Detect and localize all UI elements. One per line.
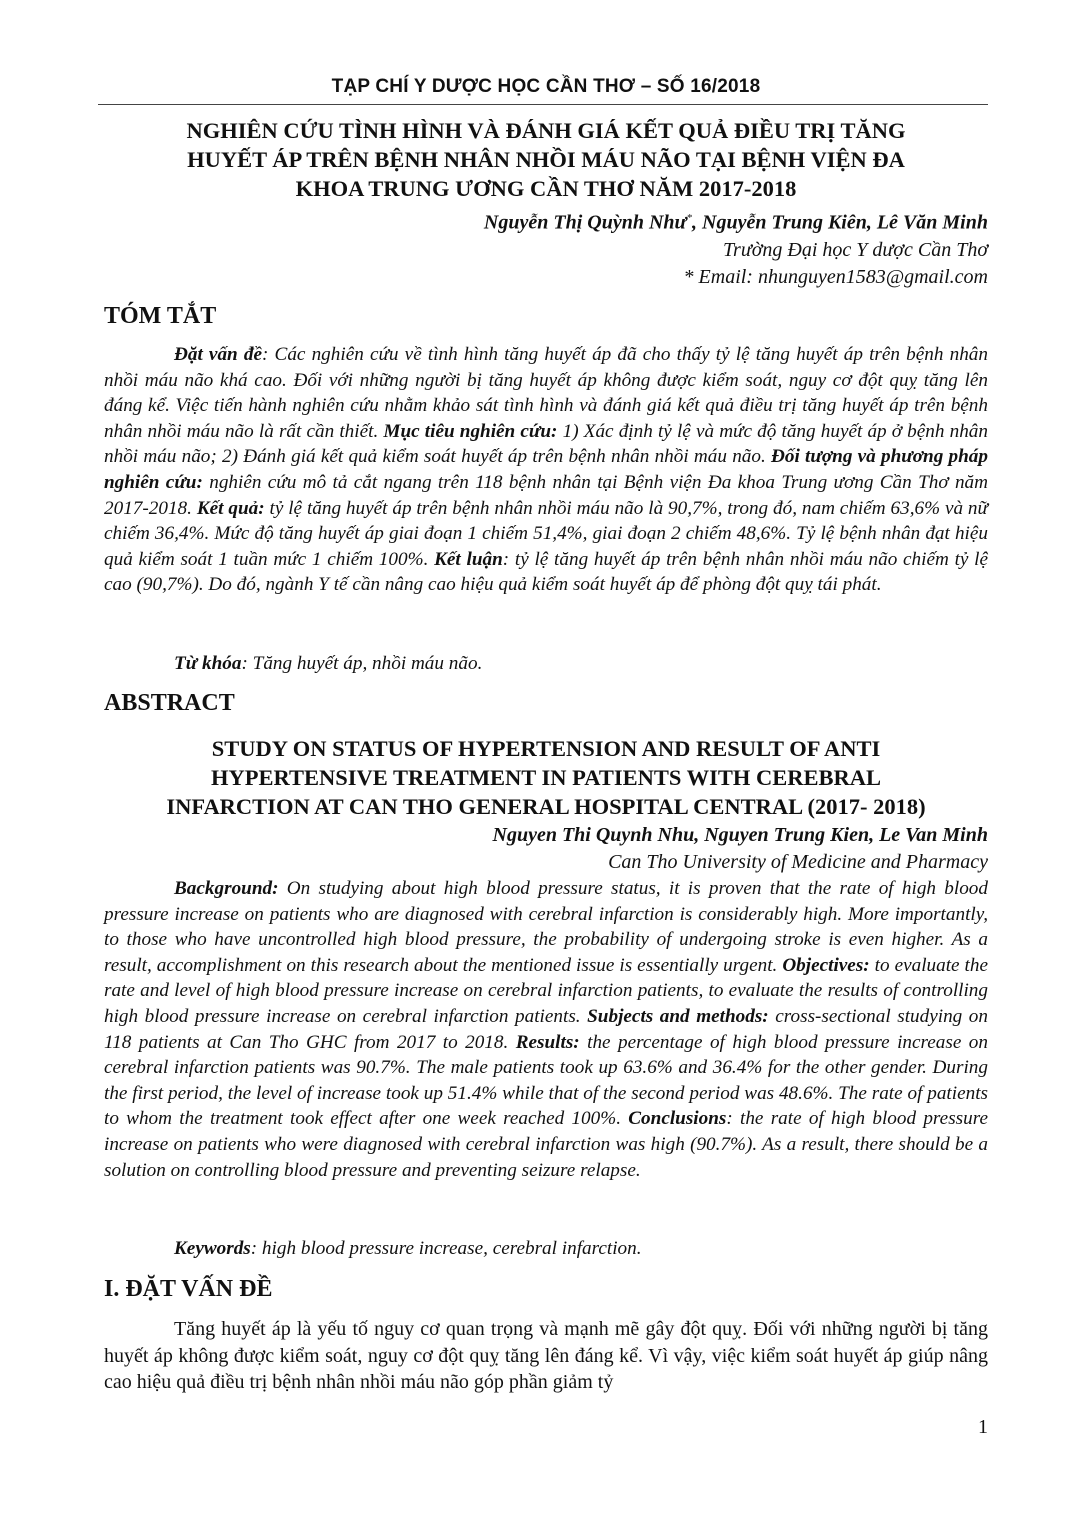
author-names: Nguyen Thi Quynh Nhu, Nguyen Trung Kien, Le Van Minh (492, 824, 988, 846)
page-number: 1 (978, 1416, 988, 1438)
header-rule (98, 104, 988, 105)
title-line: INFARCTION AT CAN THO GENERAL HOSPITAL CENTRAL (2017- 2018) (166, 794, 926, 819)
title-line: KHOA TRUNG ƯƠNG CẦN THƠ NĂM 2017-2018 (295, 176, 797, 201)
journal-header: TẠP CHÍ Y DƯỢC HỌC CẦN THƠ – SỐ 16/2018 (331, 76, 761, 97)
author-names: Nguyễn Thị Quỳnh Như*, Nguyễn Trung Kiên, Lê Văn Minh (483, 211, 988, 234)
author-email: * Email: nhunguyen1583@gmail.com (683, 265, 988, 288)
summary-keywords: Từ khóa: Tăng huyết áp, nhồi máu não. (174, 653, 483, 674)
abstract-keywords: Keywords: high blood pressure increase, cerebral infarction. (174, 1238, 642, 1259)
section-1-body: Tăng huyết áp là yếu tố nguy cơ quan trọng và mạnh mẽ gây đột quỵ. Đối với những người bị tăng huyết áp không được kiểm soát, nguy cơ đột quỵ tăng lên đáng kể. Vì vậy, việc kiểm soát huyết áp giúp nâng cao hiệu quả điều trị bệnh nhân nhồi máu não góp phần giảm tỷ (104, 1318, 988, 1393)
title-vietnamese (104, 116, 988, 203)
summary-body: Đặt vấn đề: Các nghiên cứu về tình hình tăng huyết áp đã cho thấy tỷ lệ tăng huyết áp trên bệnh nhân nhồi máu não khá cao. Đối với những người bị tăng huyết áp không được kiểm soát, nguy cơ đột quỵ tăng lên đáng kể. Việc tiến hành nghiên cứu nhằm khảo sát tình hình và đánh giá kết quả điều trị tăng huyết áp trên bệnh nhân nhồi máu não là rất cần thiết. Mục tiêu nghiên cứu: 1) Xác định tỷ lệ và mức độ tăng huyết áp ở bệnh nhân nhồi máu não; 2) Đánh giá kết quả kiểm soát huyết áp trên bệnh nhân nhồi máu não. Đối tượng và phương pháp nghiên cứu: nghiên cứu mô tả cắt ngang trên 118 bệnh nhân tại Bệnh viện Đa khoa Trung ương Cần Thơ năm 2017-2018. Kết quả: tỷ lệ tăng huyết áp trên bệnh nhân nhồi máu não là 90,7%, trong đó, nam chiếm 63,6% và nữ chiếm 36,4%. Mức độ tăng huyết áp giai đoạn 1 chiếm 51,4%, giai đoạn 2 chiếm 48,6%. Tỷ lệ bệnh nhân đạt hiệu quả kiểm soát 1 tuần mức 1 chiếm 100%. Kết luận: tỷ lệ tăng huyết áp trên bệnh nhân nhồi máu não chiếm tỷ lệ cao (90,7%). Do đó, ngành Y tế cần nâng cao hiệu quả kiểm soát huyết áp để phòng đột quỵ tái phát. (104, 344, 988, 596)
title-english (104, 734, 988, 821)
summary-heading: TÓM TẮT (104, 303, 217, 329)
authors-vietnamese (484, 205, 988, 291)
section-1-heading: I. ĐẶT VẤN ĐỀ (104, 1276, 273, 1302)
abstract-heading: ABSTRACT (104, 690, 235, 716)
author-affiliation: Can Tho University of Medicine and Pharmacy (608, 851, 988, 873)
title-line: HUYẾT ÁP TRÊN BỆNH NHÂN NHỒI MÁU NÃO TẠI BỆNH VIỆN ĐA (187, 147, 905, 172)
authors-english (493, 822, 989, 876)
title-line: STUDY ON STATUS OF HYPERTENSION AND RESULT OF ANTI (211, 736, 881, 761)
author-affiliation: Trường Đại học Y dược Cần Thơ (723, 238, 988, 261)
abstract-body: Background: On studying about high blood pressure status, it is proven that the rate of high blood pressure increase on patients who are diagnosed with cerebral infarction is considerably high. More importantly, to those who have uncontrolled high blood pressure, the probability of undergoing stroke is even higher. As a result, accomplishment on this research about the mentioned issue is essentially urgent. Objectives: to evaluate the rate and level of high blood pressure increase on cerebral infarction patients, to evaluate the results of controlling high blood pressure increase on cerebral infarction patients. Subjects and methods: cross-sectional studying on 118 patients at Can Tho GHC from 2017 to 2018. Results: the percentage of high blood pressure increase on cerebral infarction patients was 90.7%. The male patients took up 63.6% and 36.4% for the other gender. During the first period, the level of increase took up 51.4% while that of the second period was 48.6%. The rate of patients to whom the treatment took effect after one week reached 100%. Conclusions: the rate of high blood pressure increase on patients who were diagnosed with cerebral infarction was high (90.7%). As a result, there should be a solution on controlling blood pressure and preventing seizure relapse. (104, 878, 988, 1181)
title-line: HYPERTENSIVE TREATMENT IN PATIENTS WITH CEREBRAL (211, 765, 881, 790)
title-line: NGHIÊN CỨU TÌNH HÌNH VÀ ĐÁNH GIÁ KẾT QUẢ ĐIỀU TRỊ TĂNG (186, 118, 906, 143)
